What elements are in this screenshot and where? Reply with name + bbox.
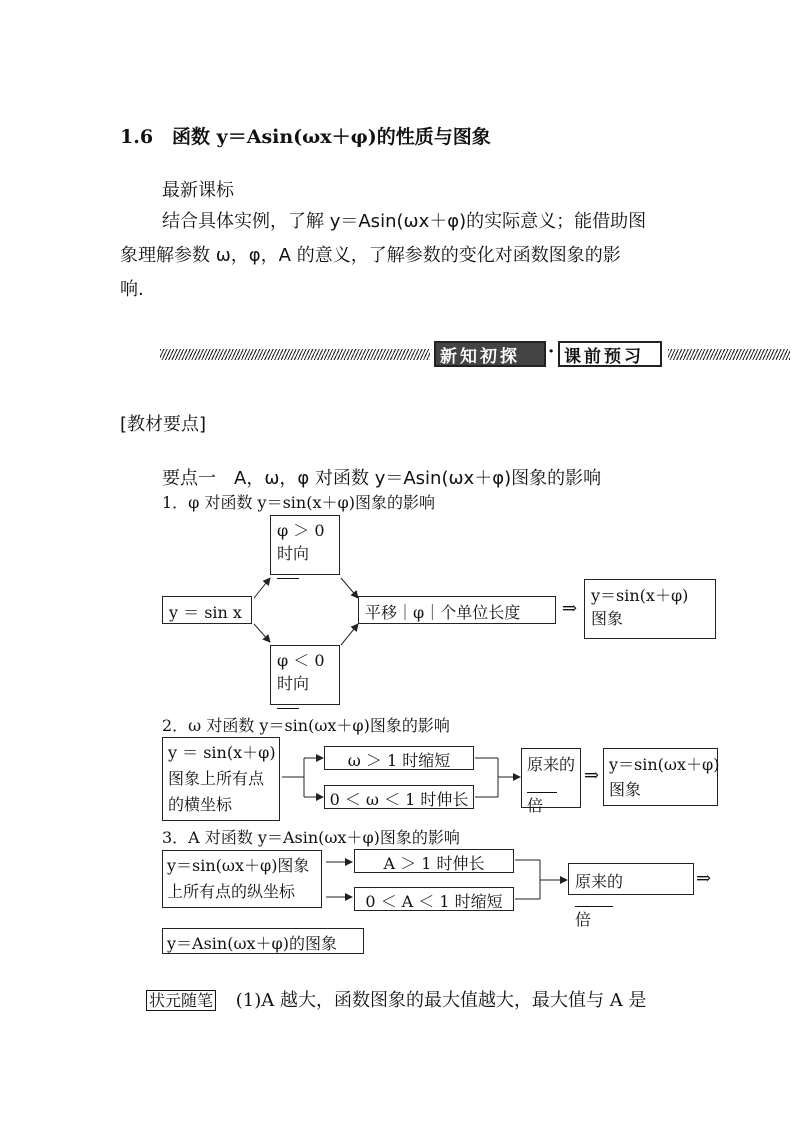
sub1-down-line2: 时向 [277,674,310,693]
sub1-implies: ⇒ [562,598,578,619]
sub1-start-text: y ＝ sin x [169,603,242,622]
sub2-left-line2: 图象上所有点 [168,769,265,788]
sub2-left-line3: 的横坐标 [168,795,233,814]
sub1-title: 1．φ 对函数 y＝sin(x＋φ)图象的影响 [162,493,435,512]
standards-line-1: 结合具体实例，了解 y＝Asin(ωx＋φ)的实际意义；能借助图 [162,211,647,232]
sub3-mid-suffix: 倍 [575,910,592,929]
standards-line-2: 象理解参数 ω，φ，A 的意义，了解参数的变化对函数图象的影 [120,245,621,266]
sub1-down-line1: φ ＜ 0 [277,651,325,670]
sub3-mid-prefix: 原来的 [575,872,624,891]
standards-line-3: 响. [120,279,144,300]
sub3-result: y＝Asin(ωx＋φ)的图象 [167,934,337,953]
sub3-left-line1: y＝sin(ωx＋φ)图象 [167,856,310,875]
sub2-cond1: ω ＞ 1 时缩短 [347,751,451,770]
sub3-cond1: A ＞ 1 时伸长 [383,854,485,873]
sub1-up-line1: φ ＞ 0 [277,521,325,540]
sub3-cond2: 0 ＜ A ＜ 1 时缩短 [365,892,503,911]
banner-part-1: 新知初探 [434,341,546,367]
sub1-middle-text: 平移｜φ｜个单位长度 [365,603,521,622]
sub2-title: 2．ω 对函数 y＝sin(ωx＋φ)图象的影响 [162,716,450,735]
sub3-left-line2: 上所有点的纵坐标 [167,882,296,901]
sub2-mid-line1: 原来的 [527,755,576,774]
sub2-result-line2: 图象 [609,780,642,799]
banner-part-2: 课前预习 [558,341,662,367]
sub2-mid-line2: 倍 [527,796,544,815]
page-title: 1.6 函数 y＝Asin(ωx＋φ)的性质与图象 [120,126,491,148]
sub2-cond2: 0 ＜ ω ＜ 1 时伸长 [329,790,469,809]
sub3-implies: ⇒ [696,868,712,889]
banner-dot: · [548,341,555,362]
sub3-title: 3．A 对函数 y＝Asin(ωx＋φ)图象的影响 [162,828,460,847]
note-tag: 状元随笔 [146,990,216,1011]
note-text: (1)A 越大，函数图象的最大值越大，最大值与 A 是 [235,990,647,1011]
note-line [146,986,646,1012]
standards-heading: 最新课标 [162,180,234,201]
point1-heading: 要点一 A，ω，φ 对函数 y＝Asin(ωx＋φ)图象的影响 [162,468,602,489]
section-heading: [教材要点] [120,414,207,435]
sub2-implies: ⇒ [584,765,600,786]
sub2-result-line1: y＝sin(ωx＋φ) [609,755,720,774]
sub1-up-line2: 时向 [277,544,310,563]
sub2-left-line1: y ＝ sin(x＋φ) [168,743,276,762]
sub1-result-line2: 图象 [591,609,624,628]
sub1-result-line1: y＝sin(x＋φ) [591,586,689,605]
